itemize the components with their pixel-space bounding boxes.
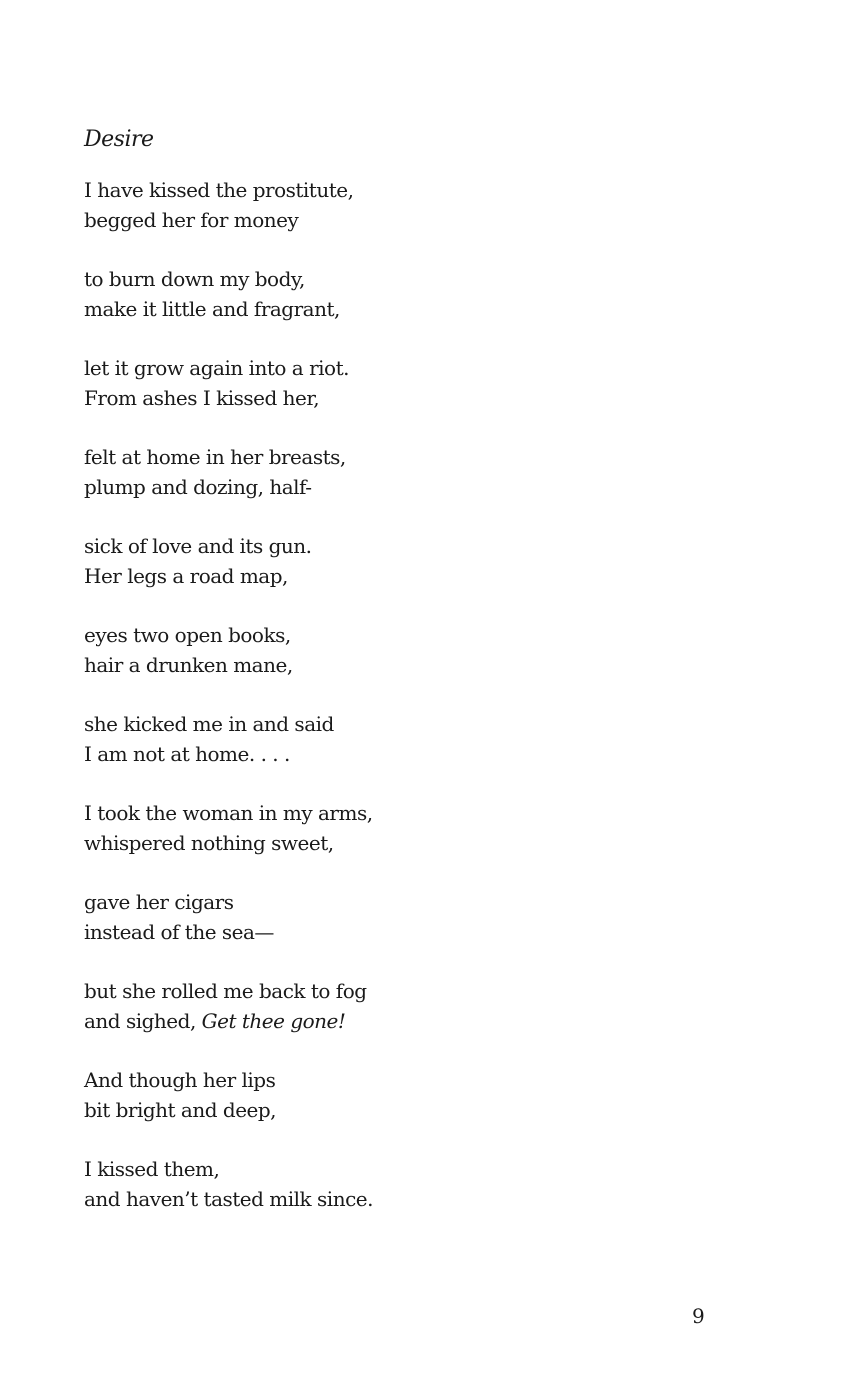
page-number: 9 bbox=[692, 1304, 705, 1328]
stanza bbox=[84, 887, 484, 947]
poem-line: instead of the sea— bbox=[84, 920, 274, 944]
poem-line: sick of love and its gun. bbox=[84, 534, 312, 558]
poem-line-text: and sighed, bbox=[84, 1009, 202, 1033]
poem-line: she kicked me in and said bbox=[84, 712, 334, 736]
poem-line: begged her for money bbox=[84, 208, 299, 232]
poem-line: and haven’t tasted milk since. bbox=[84, 1187, 373, 1211]
stanza bbox=[84, 709, 484, 769]
stanza bbox=[84, 353, 484, 413]
poem-line: I took the woman in my arms, bbox=[84, 801, 373, 825]
poem-line: I am not at home. . . . bbox=[84, 742, 290, 766]
poem-line: but she rolled me back to fog bbox=[84, 979, 367, 1003]
poem-line: I have kissed the prostitute, bbox=[84, 178, 354, 202]
poem-body bbox=[84, 175, 484, 1243]
poem-line: And though her lips bbox=[84, 1068, 276, 1092]
poem-line: make it little and fragrant, bbox=[84, 297, 340, 321]
stanza bbox=[84, 798, 484, 858]
stanza bbox=[84, 175, 484, 235]
stanza bbox=[84, 264, 484, 324]
poem-line: I kissed them, bbox=[84, 1157, 220, 1181]
poem-line: hair a drunken mane, bbox=[84, 653, 293, 677]
poem-line: whispered nothing sweet, bbox=[84, 831, 334, 855]
poem-line: eyes two open books, bbox=[84, 623, 291, 647]
poem-line: From ashes I kissed her, bbox=[84, 386, 320, 410]
stanza bbox=[84, 442, 484, 502]
poem-title: Desire bbox=[84, 127, 154, 152]
poem-line: to burn down my body, bbox=[84, 267, 305, 291]
poem-line: felt at home in her breasts, bbox=[84, 445, 346, 469]
poem-line: bit bright and deep, bbox=[84, 1098, 277, 1122]
poem-line: gave her cigars bbox=[84, 890, 234, 914]
stanza bbox=[84, 1154, 484, 1214]
stanza bbox=[84, 1065, 484, 1125]
poem-line: Her legs a road map, bbox=[84, 564, 288, 588]
stanza bbox=[84, 620, 484, 680]
stanza bbox=[84, 976, 484, 1036]
poem-line: plump and dozing, half- bbox=[84, 475, 312, 499]
poem-line bbox=[84, 1006, 484, 1036]
stanza bbox=[84, 531, 484, 591]
poem-line: let it grow again into a riot. bbox=[84, 356, 349, 380]
italic-phrase: Get thee gone! bbox=[201, 1009, 346, 1033]
